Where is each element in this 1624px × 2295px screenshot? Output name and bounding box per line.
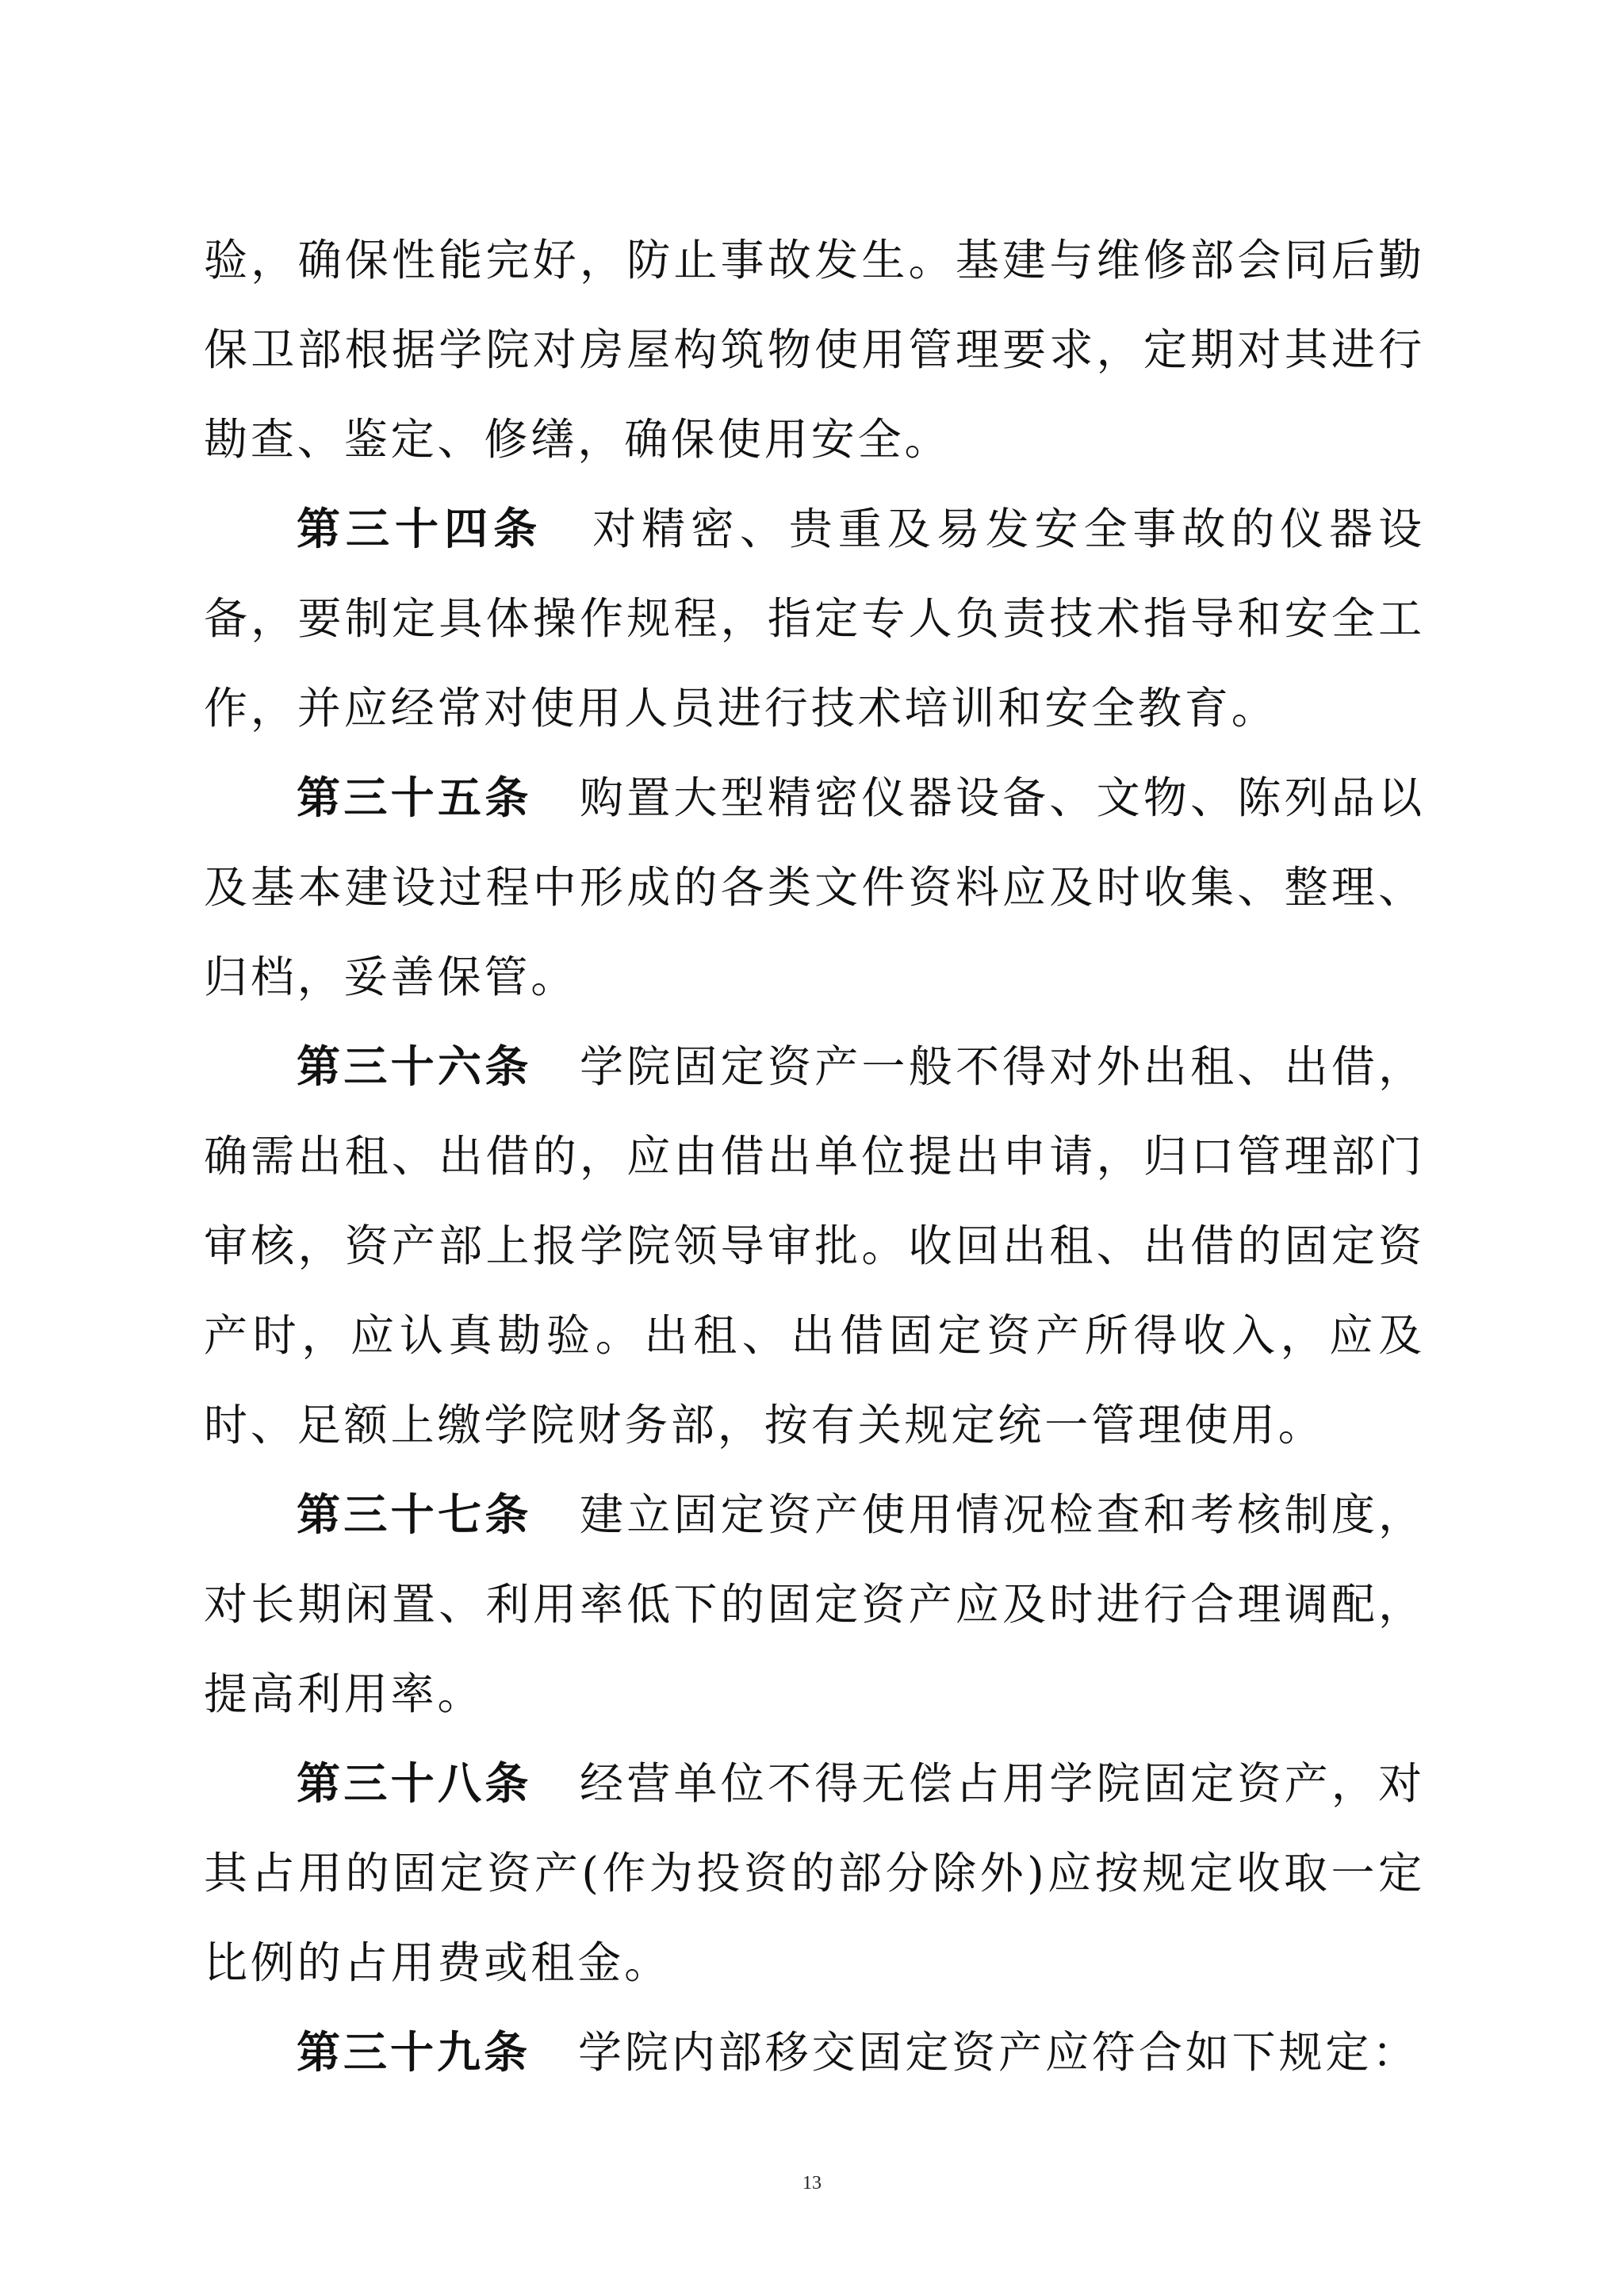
article-text: 经营单位不得无偿占用学院固定资产，对其占用的固定资产(作为投资的部分除外)应按规定收取一定比例的占用费或租金。: [204, 1758, 1425, 1988]
article-38: [204, 1739, 1425, 2008]
article-37: [204, 1470, 1425, 1739]
article-label: 第三十四条: [297, 504, 543, 554]
article-text: 对精密、贵重及易发安全事故的仪器设备，要制定具体操作规程，指定专人负责技术指导和安全工作，并应经常对使用人员进行技术培训和安全教育。: [204, 504, 1425, 734]
article-label: 第三十九条: [297, 2027, 531, 2078]
article-36: [204, 1022, 1425, 1470]
article-35: [204, 753, 1425, 1022]
article-label: 第三十五条: [297, 772, 532, 823]
page-number: 13: [802, 2173, 822, 2193]
article-text: 建立固定资产使用情况检查和考核制度，对长期闲置、利用率低下的固定资产应及时进行合理调配，提高利用率。: [204, 1489, 1425, 1719]
article-label: 第三十六条: [297, 1041, 532, 1092]
article-label: 第三十七条: [297, 1489, 532, 1540]
article-text: 学院固定资产一般不得对外出租、出借，确需出租、出借的，应由借出单位提出申请，归口管理部门审核，资产部上报学院领导审批。收回出租、出借的固定资产时，应认真勘验。出租、出借固定资产所得收入，应及时、足额上缴学院财务部，按有关规定统一管理使用。: [204, 1041, 1425, 1450]
article-39: [204, 2008, 1425, 2098]
article-text: 学院内部移交固定资产应符合如下规定：: [578, 2027, 1419, 2078]
document-body: [204, 216, 1425, 2098]
article-label: 第三十八条: [297, 1758, 532, 1809]
continuation-paragraph: 验，确保性能完好，防止事故发生。基建与维修部会同后勤保卫部根据学院对房屋构筑物使用管理要求，定期对其进行勘查、鉴定、修缮，确保使用安全。: [204, 235, 1425, 465]
article-34: [204, 485, 1425, 753]
article-text: 购置大型精密仪器设备、文物、陈列品以及基本建设过程中形成的各类文件资料应及时收集、整理、归档，妥善保管。: [204, 772, 1425, 1002]
